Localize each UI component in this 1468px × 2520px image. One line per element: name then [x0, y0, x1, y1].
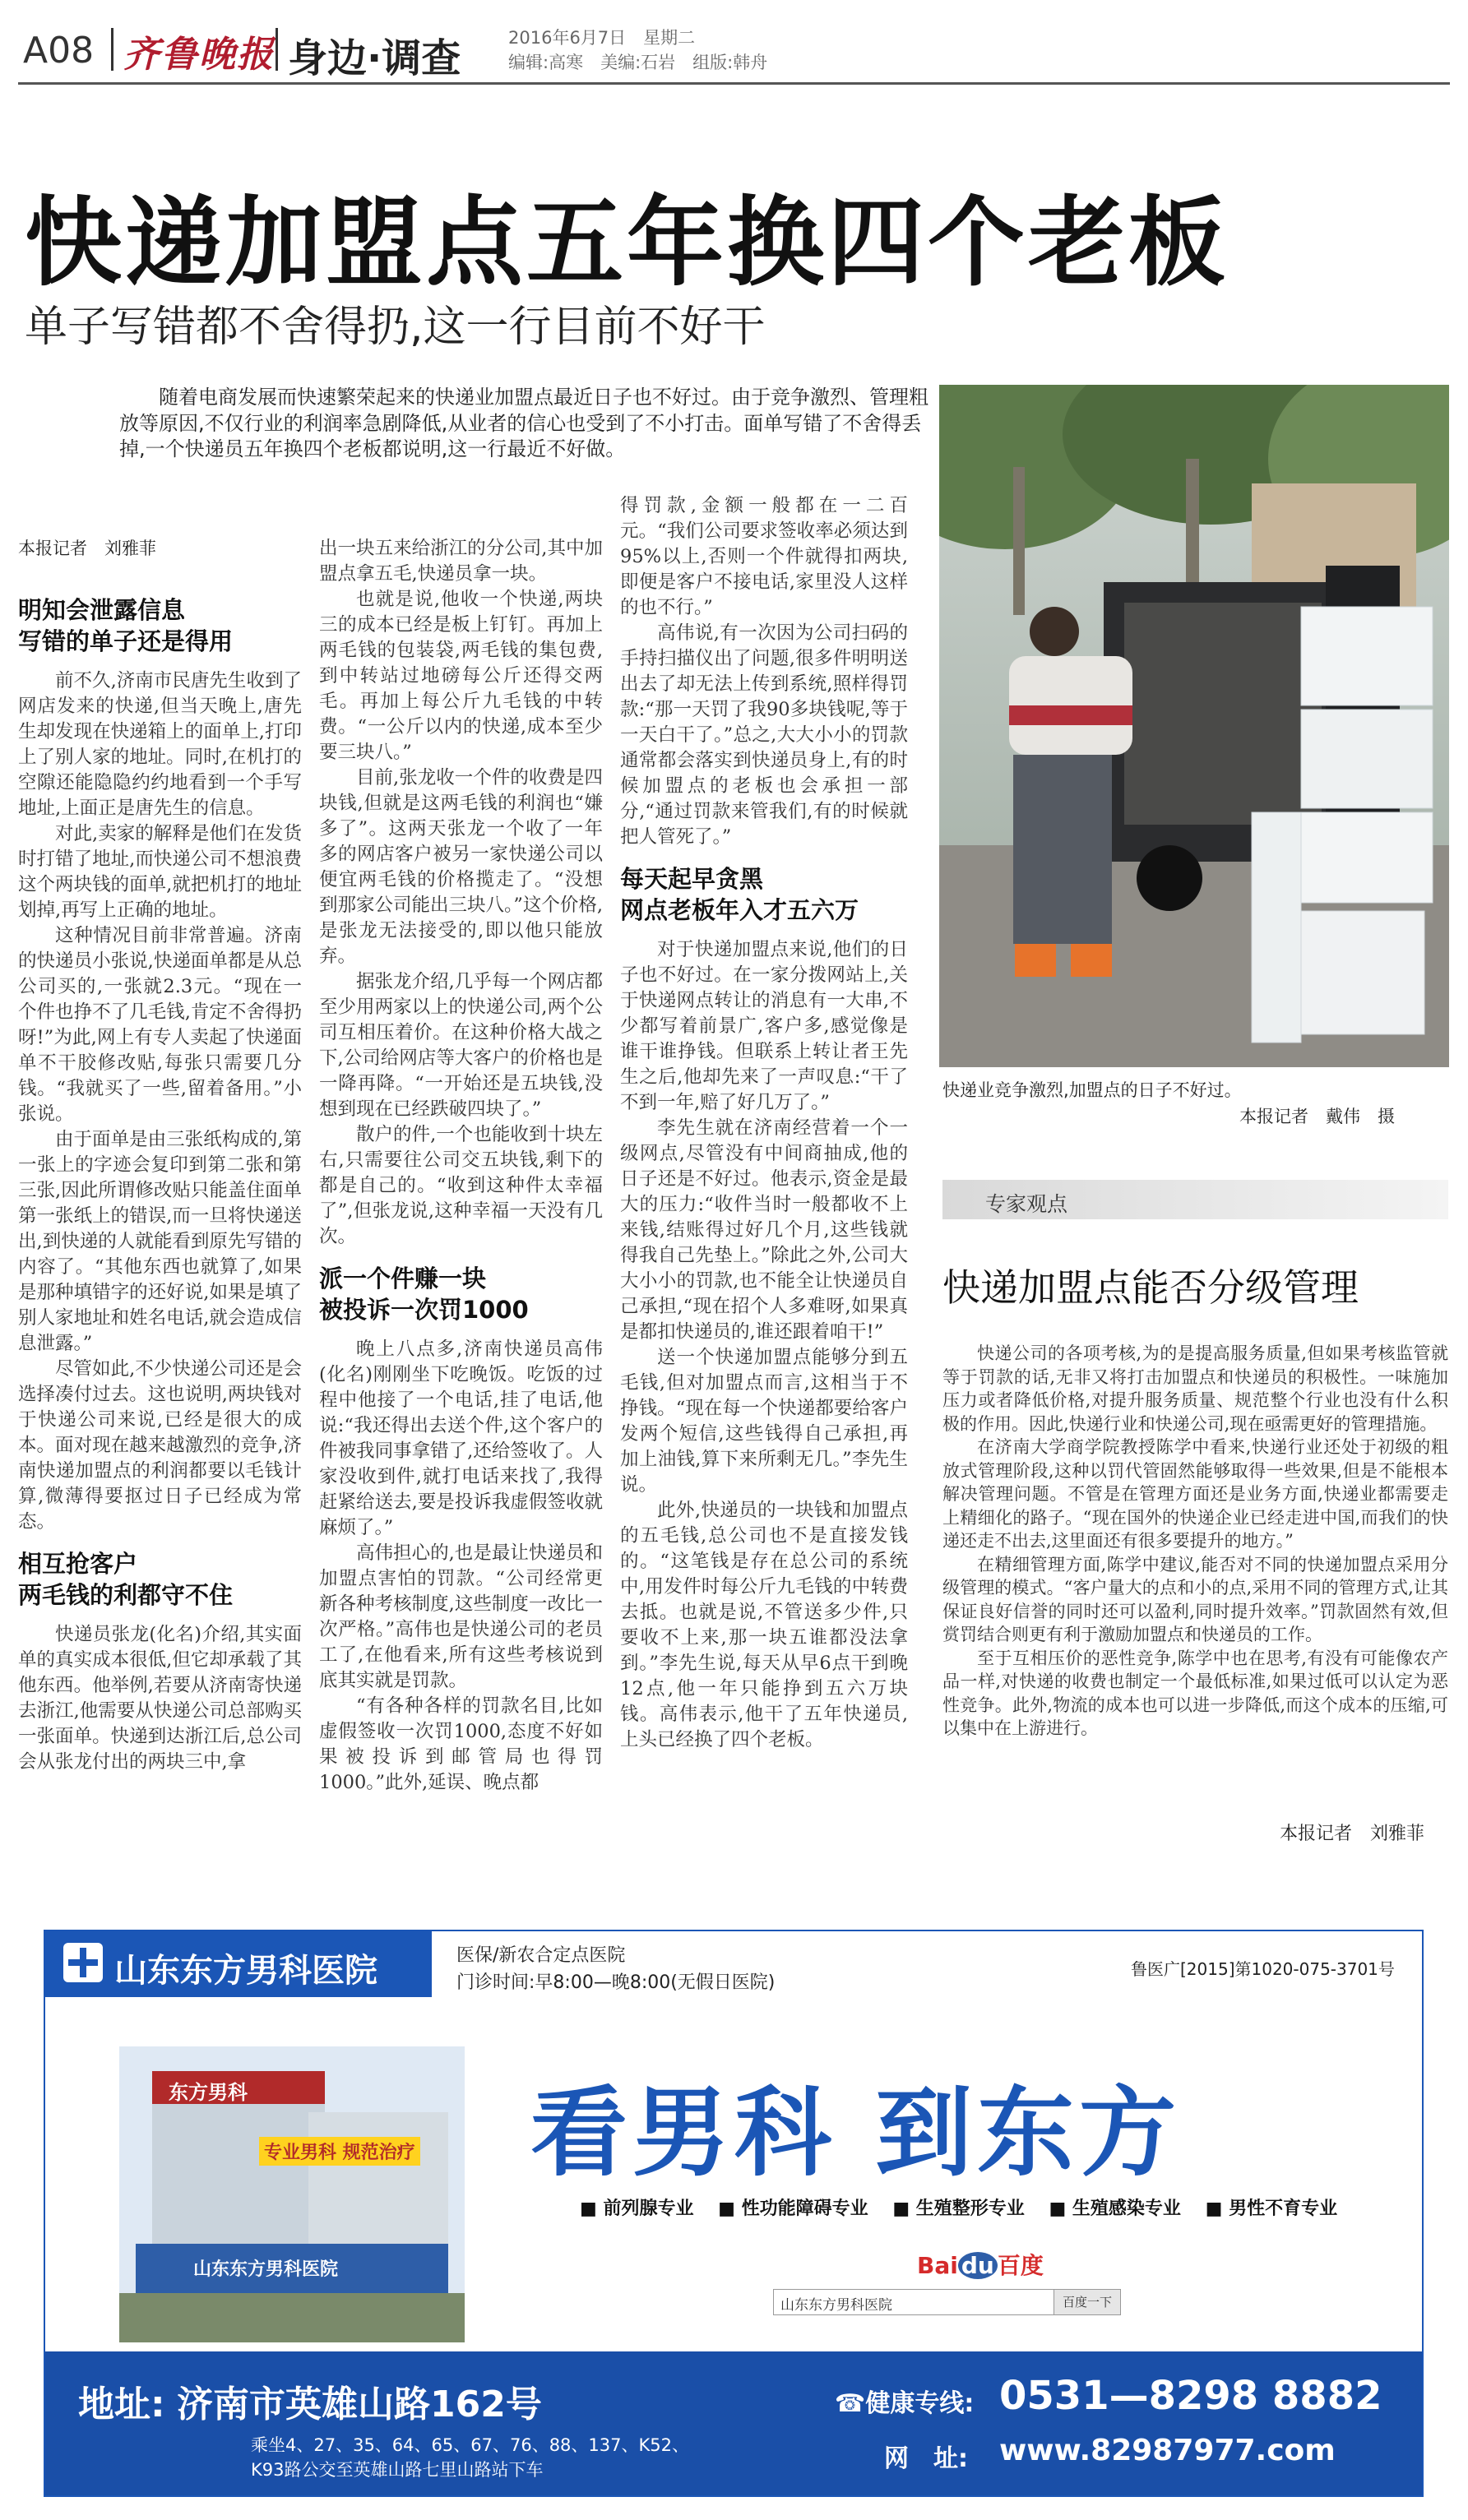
article-column-2: [319, 536, 603, 1796]
paragraph: 对此,卖家的解释是他们在发货时打错了地址,而快递公司不想浪费这个两块钱的面单,就把机打的地址划掉,再写上正确的地址。: [18, 823, 302, 921]
photo-credit: 本报记者 戴伟 摄: [1239, 1107, 1395, 1126]
ad-contact-bar: [45, 2351, 1422, 2495]
search-button[interactable]: 百度一下: [1054, 2289, 1121, 2315]
service-item: ■ 生殖感染专业: [1049, 2199, 1181, 2219]
paw-icon: du: [958, 2252, 998, 2279]
paragraph: 在济南大学商学院教授陈学中看来,快递行业还处于初级的粗放式管理阶段,这种以罚代管固然能够取得一些效果,但是不能根本解决管理问题。不管是在管理方面还是业务方面,快递业都需要走上精细化的路子。“现在国外的快递企业已经走进中国,而我们的快递还走不出去,这里面还有很多要提升的地方。”: [942, 1437, 1448, 1551]
article-subtitle: 明知会泄露信息 写错的单子还是得用: [18, 596, 234, 655]
expert-byline: 本报记者 刘雅菲: [1280, 1824, 1425, 1844]
header-divider: [276, 28, 278, 71]
ad-license: 鲁医广[2015]第1020-075-3701号: [1131, 1959, 1395, 1979]
bus-route-2: K93路公交至英雄山路七里山路站下车: [251, 2460, 544, 2480]
article-column-1: [18, 536, 302, 1775]
paragraph: 前不久,济南市民唐先生收到了网店发来的快递,但当天晚上,唐先生却发现在快递箱上的面单上,打印上了别人家的地址。同时,在机打的空隙还能隐隐约约地看到一个手写地址,上面正是唐先生的信息。: [18, 670, 302, 819]
article-subtitle: 派一个件赚一块 被投诉一次罚1000: [319, 1265, 529, 1324]
paragraph: 至于互相压价的恶性竞争,陈学中也在思考,有没有可能像农产品一样,对快递的收费也制定一个最低标准,如果过低可以认定为恶性竞争。此外,物流的成本也可以进一步降低,而这个成本的压缩,可以集中在上游进行。: [942, 1648, 1448, 1738]
section-title: 身边·调查: [288, 35, 461, 81]
paragraph: 快递员张龙(化名)介绍,其实面单的真实成本很低,但它却承载了其他东西。他举例,若要从济南寄快递去浙江,他需要从快递公司总部购买一张面单。快递到达浙江后,总公司会从张龙付出的两块三中,拿: [18, 1624, 302, 1773]
news-photo-courier-van: [939, 385, 1449, 1067]
hospital-name: 山东东方男科医院: [114, 1952, 377, 1990]
paragraph: 由于面单是由三张纸构成的,第一张上的字迹会复印到第二张和第三张,因此所谓修改贴只能盖住面单第一张纸上的错误,而一旦将快递送出,到快递的人就能看到原先写错的内容了。“其他东西也就算了,如果是那种填错字的还好说,如果是填了别人家地址和姓名电话,就会造成信息泄露。”: [18, 1129, 302, 1354]
lede-paragraph: 随着电商发展而快速繁荣起来的快递业加盟点最近日子也不好过。由于竞争激烈、管理粗放等原因,不仅行业的利润率急剧降低,从业者的信心也受到了不小打击。面单写错了不舍得丢掉,一个快递员五年换四个老板都说明,这一行最近不好做。: [119, 386, 928, 460]
ad-services: [580, 2194, 1337, 2220]
search-box[interactable]: [773, 2289, 1120, 2315]
expert-label-bar: [942, 1180, 1448, 1219]
photo-illustration: [939, 385, 1449, 1067]
ad-logo-bar: [45, 1931, 432, 1997]
paragraph: 快递公司的各项考核,为的是提高服务质量,但如果考核监管就等于罚款的话,无非又将打击加盟点和快递员的积极性。一味施加压力或者降低价格,对提升服务质量、规范整个行业也没有什么积极的作用。因此,快递行业和快递公司,现在亟需更好的管理措施。: [942, 1343, 1448, 1434]
header-rule: [18, 82, 1450, 85]
building-sign-mid: 专业男科 规范治疗: [259, 2137, 420, 2166]
paragraph: 出一块五来给浙江的分公司,其中加盟点拿五毛,快递员拿一块。: [319, 538, 603, 585]
paragraph: 也就是说,他收一个快递,两块三的成本已经是板上钉钉。再加上两毛钱的包装袋,两毛钱的集包费,到中转站过地磅每公斤还得交两毛。再加上每公斤九毛钱的中转费。“一公斤以内的快递,成本至少要三块八。”: [319, 589, 603, 763]
page-number: A08: [23, 30, 95, 72]
subheadline: 单子写错都不舍得扔,这一行目前不好干: [25, 303, 766, 352]
search-input-text: 山东东方男科医院: [780, 2297, 892, 2314]
building-sign-bottom: 山东东方男科医院: [193, 2259, 339, 2280]
website[interactable]: www.82987977.com: [999, 2434, 1336, 2467]
ad-slogan: 看男科 到东方: [530, 2076, 1182, 2189]
hotline-label: ☎健康专线:: [835, 2389, 975, 2418]
paragraph: 高伟说,有一次因为公司扫码的手持扫描仪出了问题,很多件明明送出去了却无法上传到系统,照样得罚款:“那一天罚了我90多块钱呢,等于一天白干了。”总之,大大小小的罚款通常都会落实到快递员身上,有的时候加盟点的老板也会承担一部分,“通过罚款来管我们,有的时候就把人管死了。”: [620, 622, 908, 848]
address: 济南市英雄山路162号: [177, 2384, 542, 2425]
paragraph: 此外,快递员的一块钱和加盟点的五毛钱,总公司也不是直接发钱的。“这笔钱是存在总公司的系统中,用发件时每公斤九毛钱的中转费去抵。也就是说,不管送多少件,只要收不上来,那一块五谁都没法拿到。”李先生说,每天从早6点干到晚12点,他一年只能挣到五六万块钱。高伟表示,他干了五年快递员,上头已经换了四个老板。: [620, 1500, 908, 1750]
byline: 本报记者 刘雅菲: [18, 539, 156, 558]
address-label: 地址:: [78, 2384, 165, 2425]
staff-line: 编辑:高寒 美编:石岩 组版:韩舟: [508, 53, 768, 72]
paragraph: 据张龙介绍,几乎每一个网店都至少用两家以上的快递公司,两个公司互相压着价。在这种价格大战之下,公司给网店等大客户的价格也是一降再降。“一开始还是五块钱,没想到现在已经跌破四块了。”: [319, 971, 603, 1120]
caption-text: 快递业竞争激烈,加盟点的日子不好过。: [942, 1080, 1242, 1100]
hotline-number: 0531—8298 8882: [999, 2373, 1382, 2419]
expert-body: [942, 1342, 1448, 1741]
headline: 快递加盟点五年换四个老板: [25, 186, 1230, 299]
paragraph: 在精细管理方面,陈学中建议,能否对不同的快递加盟点采用分级管理的模式。“客户量大的点和小的点,采用不同的管理方式,让其保证良好信誉的同时还可以盈利,同时提升效率。”罚款固然有效,但赏罚结合则更有利于激励加盟点和快递员的工作。: [942, 1554, 1448, 1644]
date-line: 2016年6月7日 星期二: [508, 28, 696, 48]
paragraph: 尽管如此,不少快递公司还是会选择凑付过去。这也说明,两块钱对于快递公司来说,已经是很大的成本。面对现在越来越激烈的竞争,济南快递加盟点的利润都要以毛钱计算,微薄得要抠过日子已经成为常态。: [18, 1358, 302, 1533]
ad-insurance-tag: 医保/新农合定点医院: [456, 1945, 626, 1966]
hospital-building-image: [119, 2046, 465, 2342]
article-subtitle: 相互抢客户 两毛钱的利都守不住: [18, 1550, 234, 1609]
paragraph: 晚上八点多,济南快递员高伟(化名)刚刚坐下吃晚饭。吃饭的过程中他接了一个电话,挂了电话,他说:“我还得出去送个件,这个客户的件被我同事拿错了,还给签收了。人家没收到件,就打电话来找了,我得赶紧给送去,要是投诉我虚假签收就麻烦了。”: [319, 1339, 603, 1538]
article-subtitle: 每天起早贪黑 网点老板年入才五六万: [620, 865, 859, 924]
website-label: 网 址:: [884, 2444, 968, 2473]
service-item: ■ 男性不育专业: [1205, 2199, 1338, 2219]
expert-label: 专家观点: [985, 1192, 1068, 1216]
paragraph: 散户的件,一个也能收到十块左右,只需要往公司交五块钱,剩下的都是自己的。“收到这种件太幸福了”,但张龙说,这种幸福一天没有几次。: [319, 1124, 603, 1247]
newspaper-logo: 齐鲁晚报: [123, 34, 275, 76]
hospital-logo-icon: [63, 1943, 103, 1982]
bus-route-1: 乘坐4、27、35、64、65、67、76、88、137、K52、: [251, 2435, 689, 2455]
service-item: ■ 前列腺专业: [580, 2199, 694, 2219]
expert-title: 快递加盟点能否分级管理: [942, 1265, 1359, 1310]
paragraph: “有各种各样的罚款名目,比如虚假签收一次罚1000,态度不好如果被投诉到邮管局也得罚1000。”此外,延误、晚点都: [319, 1695, 603, 1793]
header-divider: [111, 28, 113, 71]
paragraph: 高伟担心的,也是最让快递员和加盟点害怕的罚款。“公司经常更新各种考核制度,这些制度一改比一次严格。”高伟也是快递公司的老员工了,在他看来,所有这些考核说到底其实就是罚款。: [319, 1542, 603, 1691]
baidu-logo: Bai du 百度: [917, 2252, 1044, 2279]
article-column-3: [620, 493, 908, 1753]
service-item: ■ 生殖整形专业: [892, 2199, 1025, 2219]
paragraph: 对于快递加盟点来说,他们的日子也不好过。在一家分拨网站上,关于快递网点转让的消息有一大串,不少都写着前景广,客户多,感觉像是谁干谁挣钱。但联系上转让者王先生之后,他却先来了一声叹息:“干了不到一年,赔了好几万了。”: [620, 939, 908, 1113]
hospital-advertisement: [44, 1930, 1424, 2497]
paragraph: 这种情况目前非常普遍。济南的快递员小张说,快递面单都是从总公司买的,一张就2.3元。“现在一个件也挣不了几毛钱,肯定不舍得扔呀!”为此,网上有专人卖起了快递面单不干胶修改贴,每张只需要几分钱。“我就买了一些,留着备用。”小张说。: [18, 925, 302, 1125]
ad-hours: 门诊时间:早8:00—晚8:00(无假日医院): [456, 1972, 776, 1993]
photo-caption: [942, 1077, 1444, 1130]
paragraph: 得罚款,金额一般都在一二百元。“我们公司要求签收率必须达到95%以上,否则一个件就得扣两块,即便是客户不接电话,家里没人这样的也不行。”: [620, 495, 908, 618]
paragraph: 目前,张龙收一个件的收费是四块钱,但就是这两毛钱的利润也“嫌多了”。这两天张龙一个收了一年多的网店客户被另一家快递公司以便宜两毛钱的价格揽走了。“没想到那家公司能出三块八。”这个价格,是张龙无法接受的,即以他只能放弃。: [319, 767, 603, 967]
building-sign-top: 东方男科: [169, 2081, 248, 2104]
phone-icon: ☎: [835, 2389, 866, 2418]
service-item: ■ 性功能障碍专业: [718, 2199, 868, 2219]
paragraph: 送一个快递加盟点能够分到五毛钱,但对加盟点而言,这相当于不挣钱。“现在每一个快递都要给客户发两个短信,这些钱得自己承担,再加上油钱,算下来所剩无几。”李先生说。: [620, 1347, 908, 1496]
paragraph: 李先生就在济南经营着一个一级网点,尽管没有中间商抽成,他的日子还是不好过。他表示,资金是最大的压力:“收件当时一般都收不上来钱,结账得过好几个月,这些钱就得我自己先垫上。”除此之外,公司大大小小的罚款,也不能全让快递员自己承担,“现在招个人多难呀,如果真是都扣快递员的,谁还跟着咱干!”: [620, 1117, 908, 1343]
